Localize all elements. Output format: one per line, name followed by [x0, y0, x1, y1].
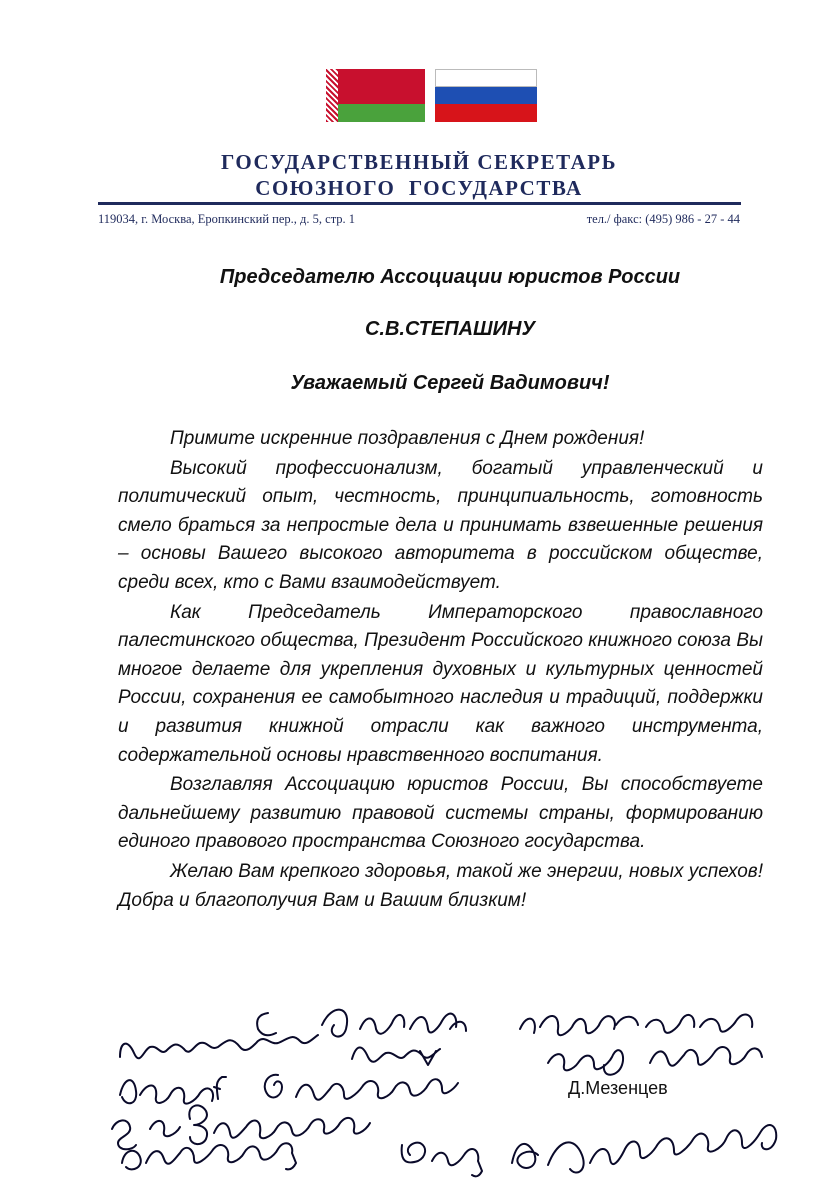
russia-flag [435, 69, 537, 122]
greeting: Уважаемый Сергей Вадимович! [290, 372, 610, 394]
recipient-name: С.В.СТЕПАШИНУ [364, 318, 536, 340]
letterhead-title-line2: СОЮЗНОГО ГОСУДАРСТВА [255, 176, 583, 200]
letterhead-address: 119034, г. Москва, Еропкинский пер., д. 5, стр. 1 [98, 212, 356, 226]
recipient-title: Председателю Ассоциации юристов России [219, 266, 681, 288]
letter-body [118, 425, 763, 915]
belarus-flag [326, 69, 425, 122]
flags [326, 69, 537, 122]
belarus-flag-ornament [326, 69, 338, 122]
handwritten-note [0, 995, 838, 1200]
signer-name: Д.Мезенцев [568, 1078, 668, 1098]
paragraph: Высокий профессионализм, богатый управленческий и политический опыт, честность, принципиальность, готовность смело браться за непростые дела и принимать взвешенные решения – основы Вашего высокого авторитета в российском обществе, среди всех, кто с Вами взаимодействует. [118, 457, 763, 593]
paragraph: Желаю Вам крепкого здоровья, такой же энергии, новых успехов! Добра и благополучия Вам и Вашим близким! [118, 860, 763, 911]
paragraph: Возглавляя Ассоциацию юристов России, Вы способствуете дальнейшему развитию правовой системы страны, формированию единого правового пространства Союзного государства. [118, 774, 763, 853]
letterhead-title-line1: ГОСУДАРСТВЕННЫЙ СЕКРЕТАРЬ [221, 150, 617, 174]
letterhead-phone: тел./ факс: (495) 986 - 27 - 44 [586, 212, 740, 226]
paragraph: Примите искренние поздравления с Днем рождения! [170, 428, 645, 449]
paragraph: Как Председатель Императорского православного палестинского общества, Президент Российского книжного союза Вы многое делаете для укрепления духовных и культурных ценностей России, сохранения ее самобытного наследия и традиций, поддержки и развития книжной отрасли как важного инструмента, содержательной основы нравственного воспитания. [118, 601, 763, 766]
letterhead-rule [98, 202, 741, 205]
